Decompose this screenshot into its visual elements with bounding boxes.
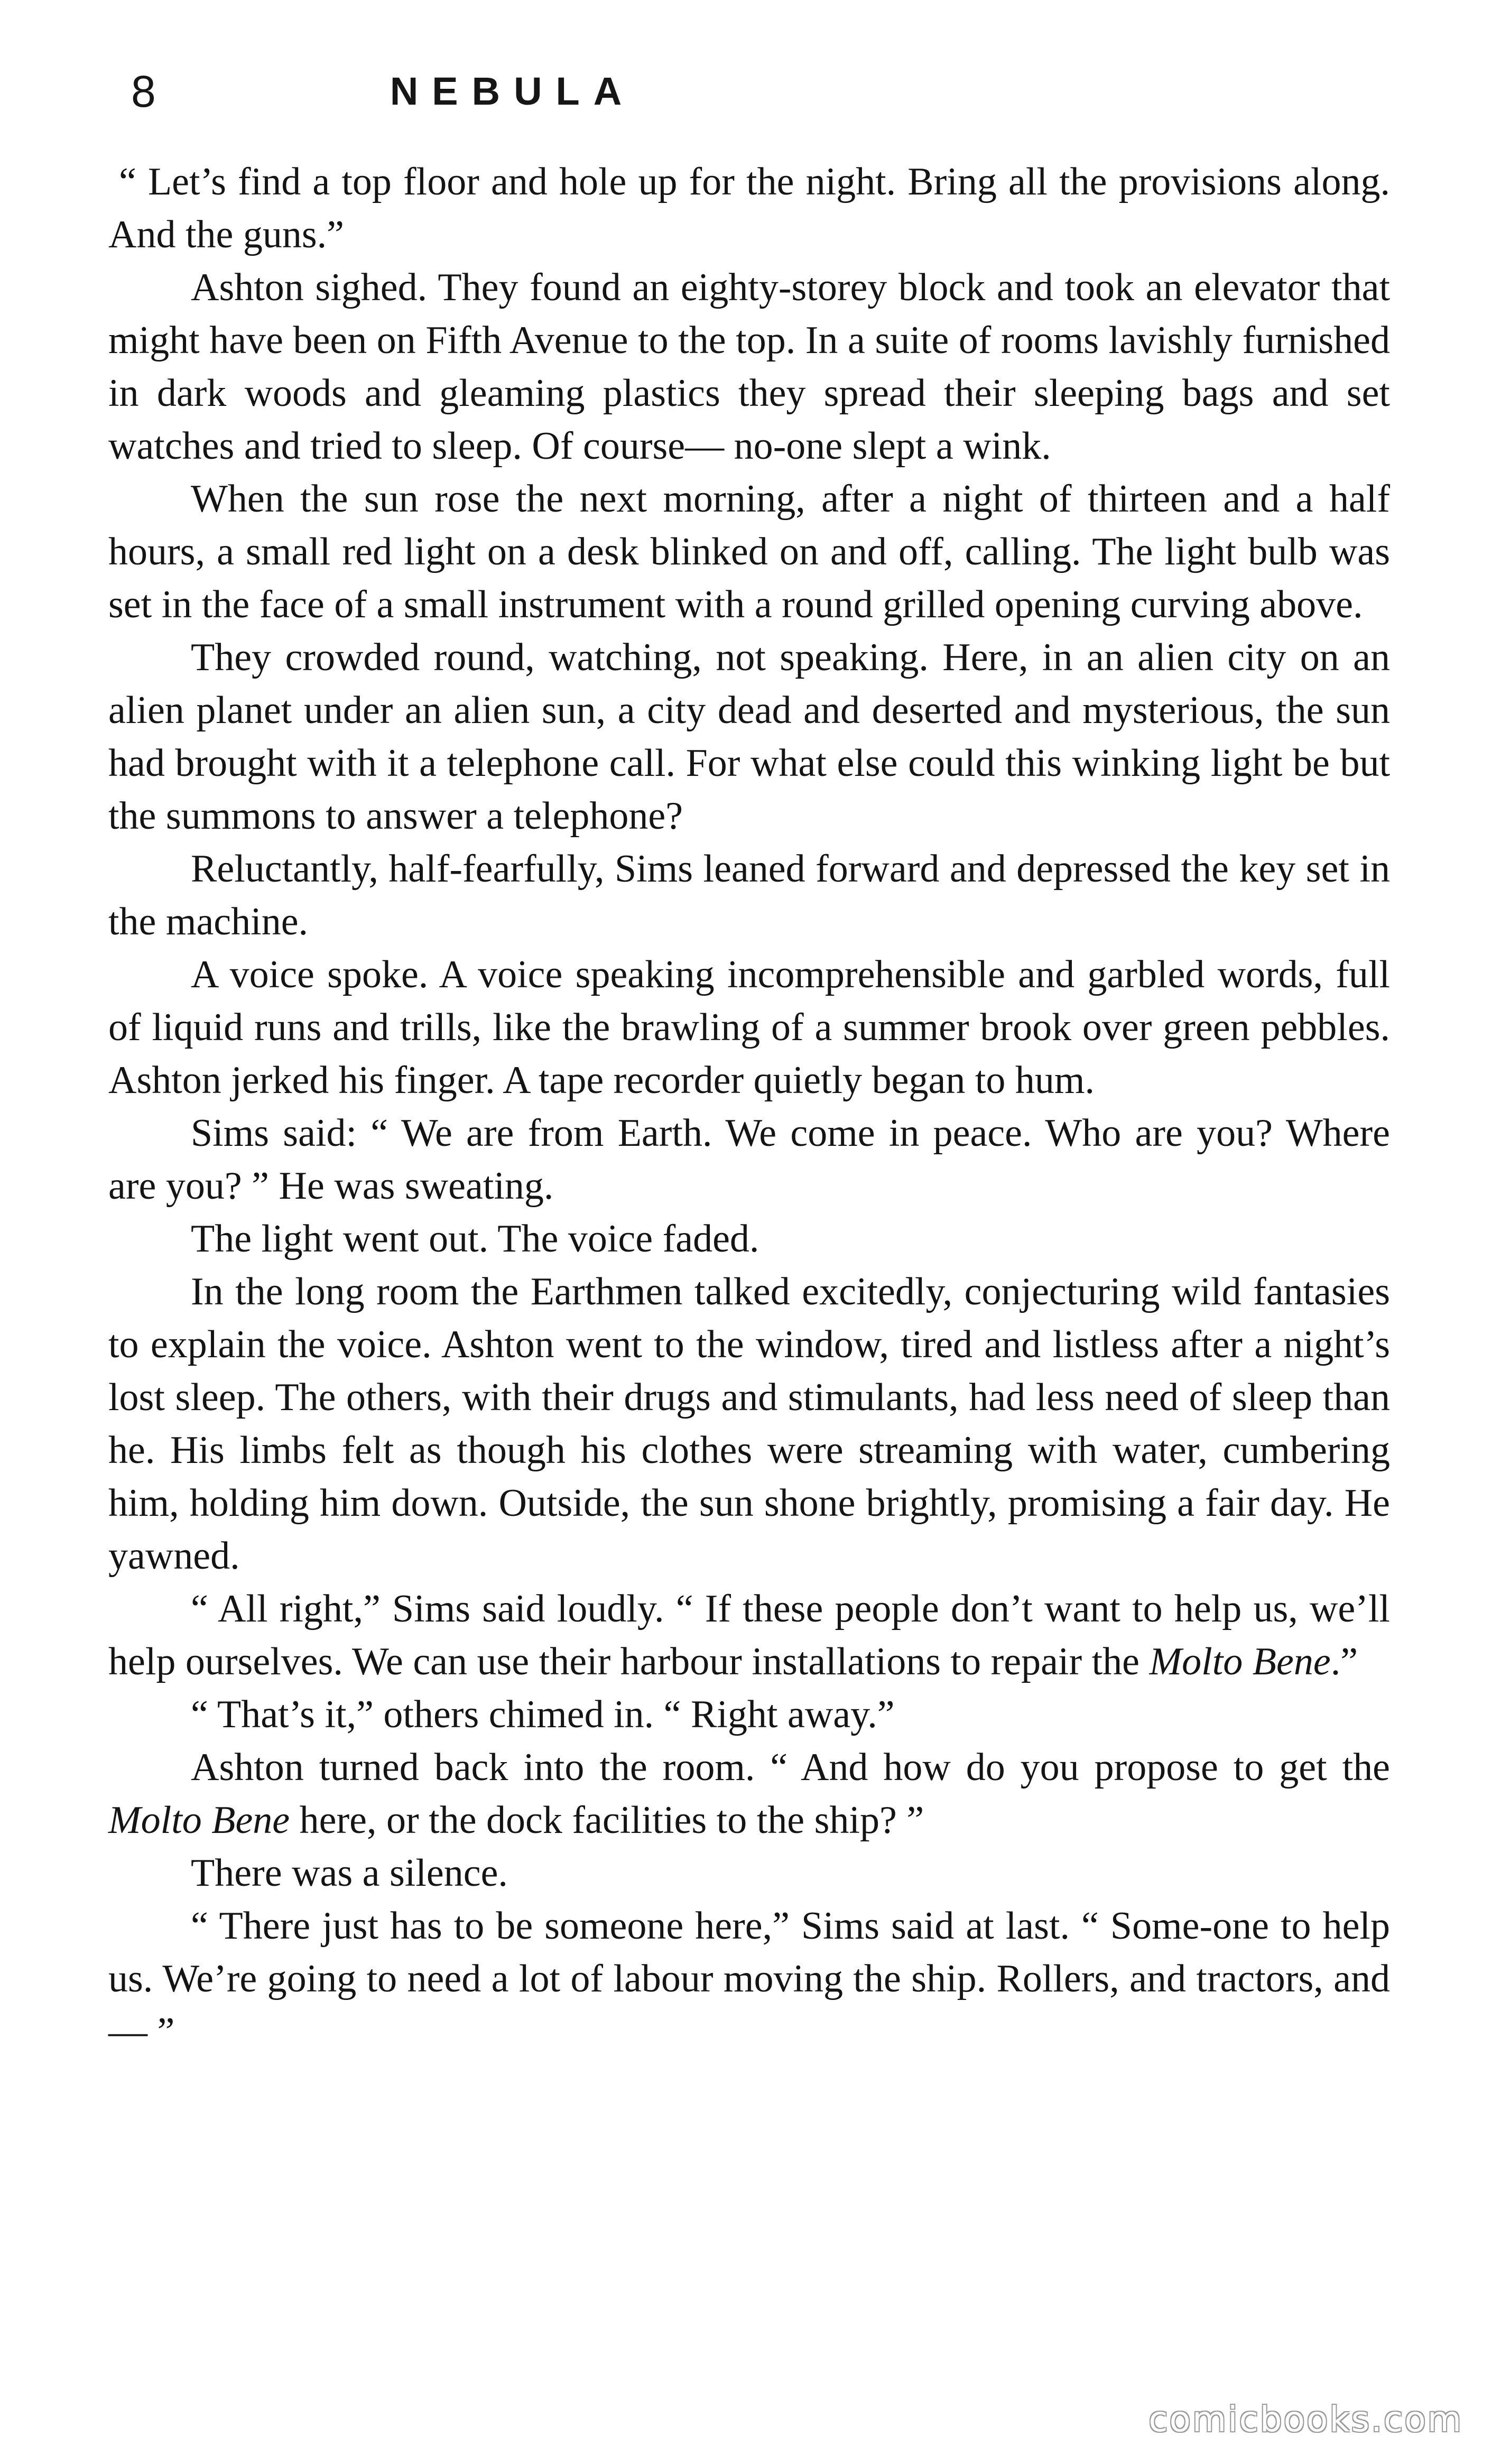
ship-name: Molto Bene bbox=[1149, 1640, 1331, 1683]
paragraph bbox=[108, 1582, 1390, 1688]
ship-name: Molto Bene bbox=[108, 1799, 290, 1842]
paragraph-text: here, or the dock facilities to the ship? ” bbox=[290, 1799, 924, 1842]
page-header bbox=[127, 62, 1385, 121]
paragraph: “ That’s it,” others chimed in. “ Right away.” bbox=[191, 1693, 895, 1736]
watermark: comicbooks.com bbox=[1148, 2399, 1463, 2440]
paragraph-text: Ashton turned back into the room. “ And how do you propose to get the bbox=[191, 1746, 1390, 1789]
paragraph: When the sun rose the next morning, after a night of thirteen and a half hours, a small red light on a desk blinked on and off, calling. The light bulb was set in the face of a small instrument with a round grilled opening curving above. bbox=[108, 477, 1390, 626]
paragraph: Sims said: “ We are from Earth. We come in peace. Who are you? Where are you? ” He was sweating. bbox=[108, 1111, 1390, 1208]
paragraph: A voice spoke. A voice speaking incomprehensible and garbled words, full of liquid runs and trills, like the brawling of a summer brook over green pebbles. Ashton jerked his finger. A tape recorder quietly began to hum. bbox=[108, 953, 1390, 1102]
paragraph: Reluctantly, half-fearfully, Sims leaned forward and depressed the key set in the machine. bbox=[108, 847, 1390, 943]
paragraph: In the long room the Earthmen talked excitedly, conjecturing wild fantasies to explain the voice. Ashton went to the window, tired and listless after a night’s lost sleep. The others, with their drugs and stimulants, had less need of sleep than he. His limbs felt as though his clothes were streaming with water, cumbering him, holding him down. Outside, the sun shone brightly, promising a fair day. He yawned. bbox=[108, 1270, 1390, 1578]
paragraph: There was a silence. bbox=[191, 1851, 508, 1895]
paragraph: “ There just has to be someone here,” Sims said at last. “ Some-one to help us. We’re going to need a lot of labour moving the ship. Rollers, and tractors, and— ” bbox=[108, 1904, 1390, 2053]
paragraph: “ Let’s find a top floor and hole up for the night. Bring all the provisions along. And the guns.” bbox=[108, 160, 1390, 256]
running-head: NEBULA bbox=[390, 69, 636, 113]
paragraph: Ashton sighed. They found an eighty-storey block and took an elevator that might have been on Fifth Avenue to the top. In a suite of rooms lavishly furnished in dark woods and gleaming plastics they spread their sleeping bags and set watches and tried to sleep. Of course— no-one slept a wink. bbox=[108, 266, 1390, 468]
paragraph bbox=[108, 1741, 1390, 1847]
body-text bbox=[108, 155, 1390, 2058]
paragraph-text: .” bbox=[1330, 1640, 1358, 1683]
paragraph-text: “ All right,” Sims said loudly. “ If these people don’t want to help us, we’ll help ourselves. We can use their harbour installations to repair the bbox=[108, 1587, 1390, 1683]
page-number: 8 bbox=[131, 67, 156, 116]
paragraph: The light went out. The voice faded. bbox=[191, 1217, 759, 1261]
paragraph: They crowded round, watching, not speaking. Here, in an alien city on an alien planet under an alien sun, a city dead and deserted and mysterious, the sun had brought with it a telephone call. For what else could this winking light be but the summons to answer a telephone? bbox=[108, 636, 1390, 838]
